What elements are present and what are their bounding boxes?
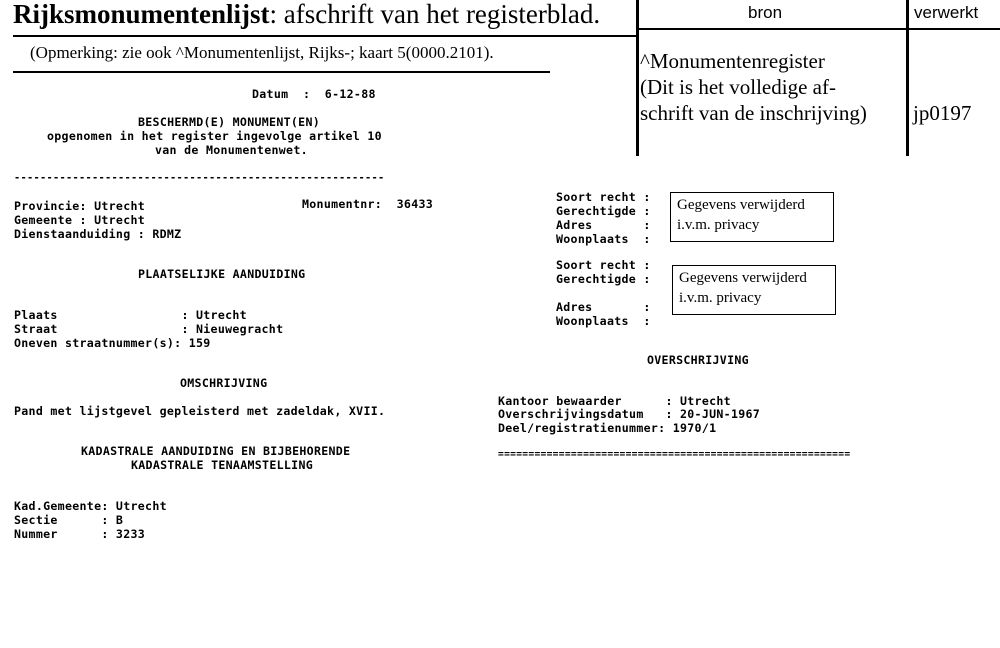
kadastrale-heading-2: KADASTRALE TENAAMSTELLING	[131, 458, 314, 472]
double-separator: ==========================================================	[498, 449, 851, 460]
datum-line: Datum : 6-12-88	[252, 87, 376, 101]
title-rest: : afschrift van het registerblad.	[269, 0, 601, 29]
kad-gemeente: Kad.Gemeente: Utrecht	[14, 499, 167, 513]
title-bold: Rijksmonumentenlijst	[13, 0, 270, 29]
nummer: Nummer : 3233	[14, 527, 146, 541]
dashed-separator: ---------------------------------------------------------	[14, 172, 385, 184]
gemeente: Gemeente : Utrecht	[14, 213, 146, 227]
bron-line-1: ^Monumentenregister	[640, 49, 825, 73]
document-title	[13, 0, 600, 32]
title-underline	[13, 35, 637, 37]
provincie: Provincie: Utrecht	[14, 199, 146, 213]
rights-block-2-labels: Soort recht : Gerechtigde : Adres : Woonplaats :	[556, 258, 651, 328]
bron-line-3: schrift van de inschrijving)	[640, 101, 867, 125]
kantoor-bewaarder: Kantoor bewaarder : Utrecht	[498, 394, 731, 408]
oneven-straatnummer: Oneven straatnummer(s): 159	[14, 336, 211, 350]
beschermd-line-3: van de Monumentenwet.	[155, 143, 308, 157]
bron-line-2: (Dit is het volledige af-	[640, 75, 836, 99]
omschrijving-heading: OMSCHRIJVING	[180, 376, 268, 390]
header-row-underline	[636, 28, 1000, 30]
verwerkt-value: jp0197	[913, 101, 972, 125]
omschrijving-text: Pand met lijstgevel gepleisterd met zadeldak, XVII.	[14, 404, 386, 418]
plaats: Plaats : Utrecht	[14, 308, 247, 322]
bron-left-border	[636, 0, 639, 156]
dienstaanduiding: Dienstaanduiding : RDMZ	[14, 227, 182, 241]
overschrijving-heading: OVERSCHRIJVING	[647, 353, 749, 367]
note-underline	[13, 71, 550, 73]
note-text: (Opmerking: zie ook ^Monumentenlijst, Rijks-; kaart 5(0000.2101).	[30, 43, 494, 62]
kadastrale-heading-1: KADASTRALE AANDUIDING EN BIJBEHORENDE	[81, 444, 351, 458]
overschrijvingsdatum: Overschrijvingsdatum : 20-JUN-1967	[498, 407, 761, 421]
deel-registratienummer: Deel/registratienummer: 1970/1	[498, 421, 717, 435]
sectie: Sectie : B	[14, 513, 124, 527]
beschermd-line-2: opgenomen in het register ingevolge artikel 10	[47, 129, 382, 143]
plaatselijke-heading: PLAATSELIJKE AANDUIDING	[138, 267, 306, 281]
straat: Straat : Nieuwegracht	[14, 322, 284, 336]
verwerkt-column-header: verwerkt	[914, 3, 979, 22]
bron-column-header: bron	[748, 3, 783, 22]
beschermd-heading: BESCHERMD(E) MONUMENT(EN)	[138, 115, 321, 129]
verwerkt-left-border	[906, 0, 909, 156]
monumentnr: Monumentnr: 36433	[302, 197, 434, 211]
rights-block-1-labels: Soort recht : Gerechtigde : Adres : Woonplaats :	[556, 190, 651, 246]
privacy-redaction-box-1: Gegevens verwijderd i.v.m. privacy	[670, 192, 834, 242]
privacy-redaction-box-2: Gegevens verwijderd i.v.m. privacy	[672, 265, 836, 315]
